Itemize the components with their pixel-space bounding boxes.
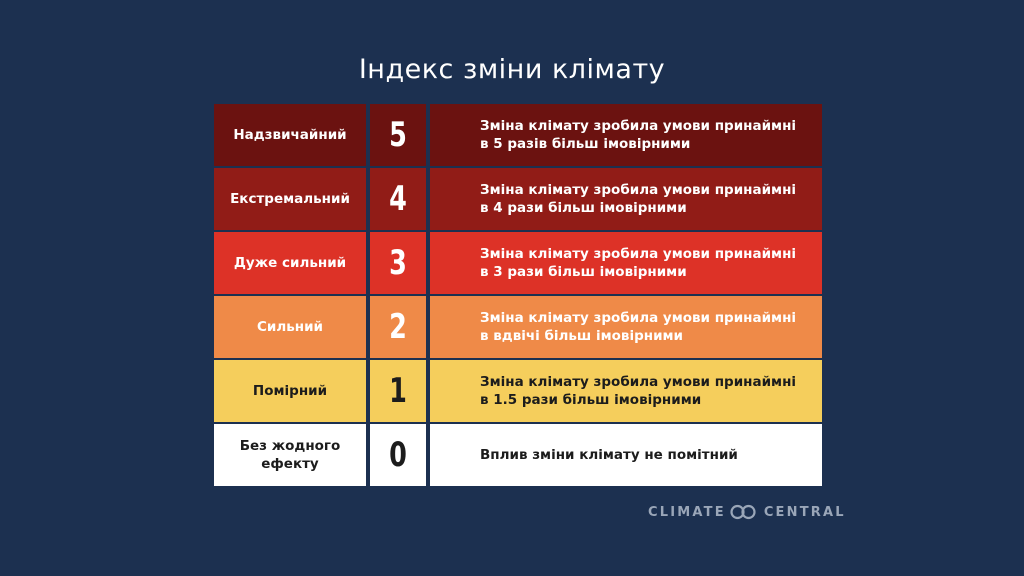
level-description: Вплив зміни клімату не помітний (430, 424, 822, 486)
level-description: Зміна клімату зробила умови принаймні в 4 рази більш імовірними (430, 168, 822, 230)
level-label: Надзвичайний (214, 104, 366, 166)
level-label: Екстремальний (214, 168, 366, 230)
level-number: 2 (389, 307, 407, 347)
level-label: Без жодного ефекту (214, 424, 366, 486)
level-description: Зміна клімату зробила умови принаймні в 1.5 рази більш імовірними (430, 360, 822, 422)
table-row (214, 104, 822, 166)
infinity-rings-icon (728, 504, 758, 520)
level-number: 4 (389, 179, 407, 219)
climate-index-table (214, 104, 822, 488)
climate-central-logo (648, 504, 846, 520)
level-label: Дуже сильний (214, 232, 366, 294)
level-description: Зміна клімату зробила умови принаймні в 5 разів більш імовірними (430, 104, 822, 166)
table-row (214, 424, 822, 486)
level-number: 1 (389, 371, 407, 411)
level-description: Зміна клімату зробила умови принаймні в 3 рази більш імовірними (430, 232, 822, 294)
logo-text-right: CENTRAL (763, 504, 846, 520)
table-row (214, 296, 822, 358)
table-row (214, 168, 822, 230)
table-row (214, 232, 822, 294)
level-number: 5 (389, 115, 407, 155)
page-title: Індекс зміни клімату (358, 54, 666, 85)
level-description: Зміна клімату зробила умови принаймні в вдвічі більш імовірними (430, 296, 822, 358)
level-number: 0 (389, 435, 407, 475)
table-row (214, 360, 822, 422)
level-number: 3 (389, 243, 407, 283)
level-label: Сильний (214, 296, 366, 358)
level-label: Помірний (214, 360, 366, 422)
logo-text-left: CLIMATE (648, 504, 726, 520)
